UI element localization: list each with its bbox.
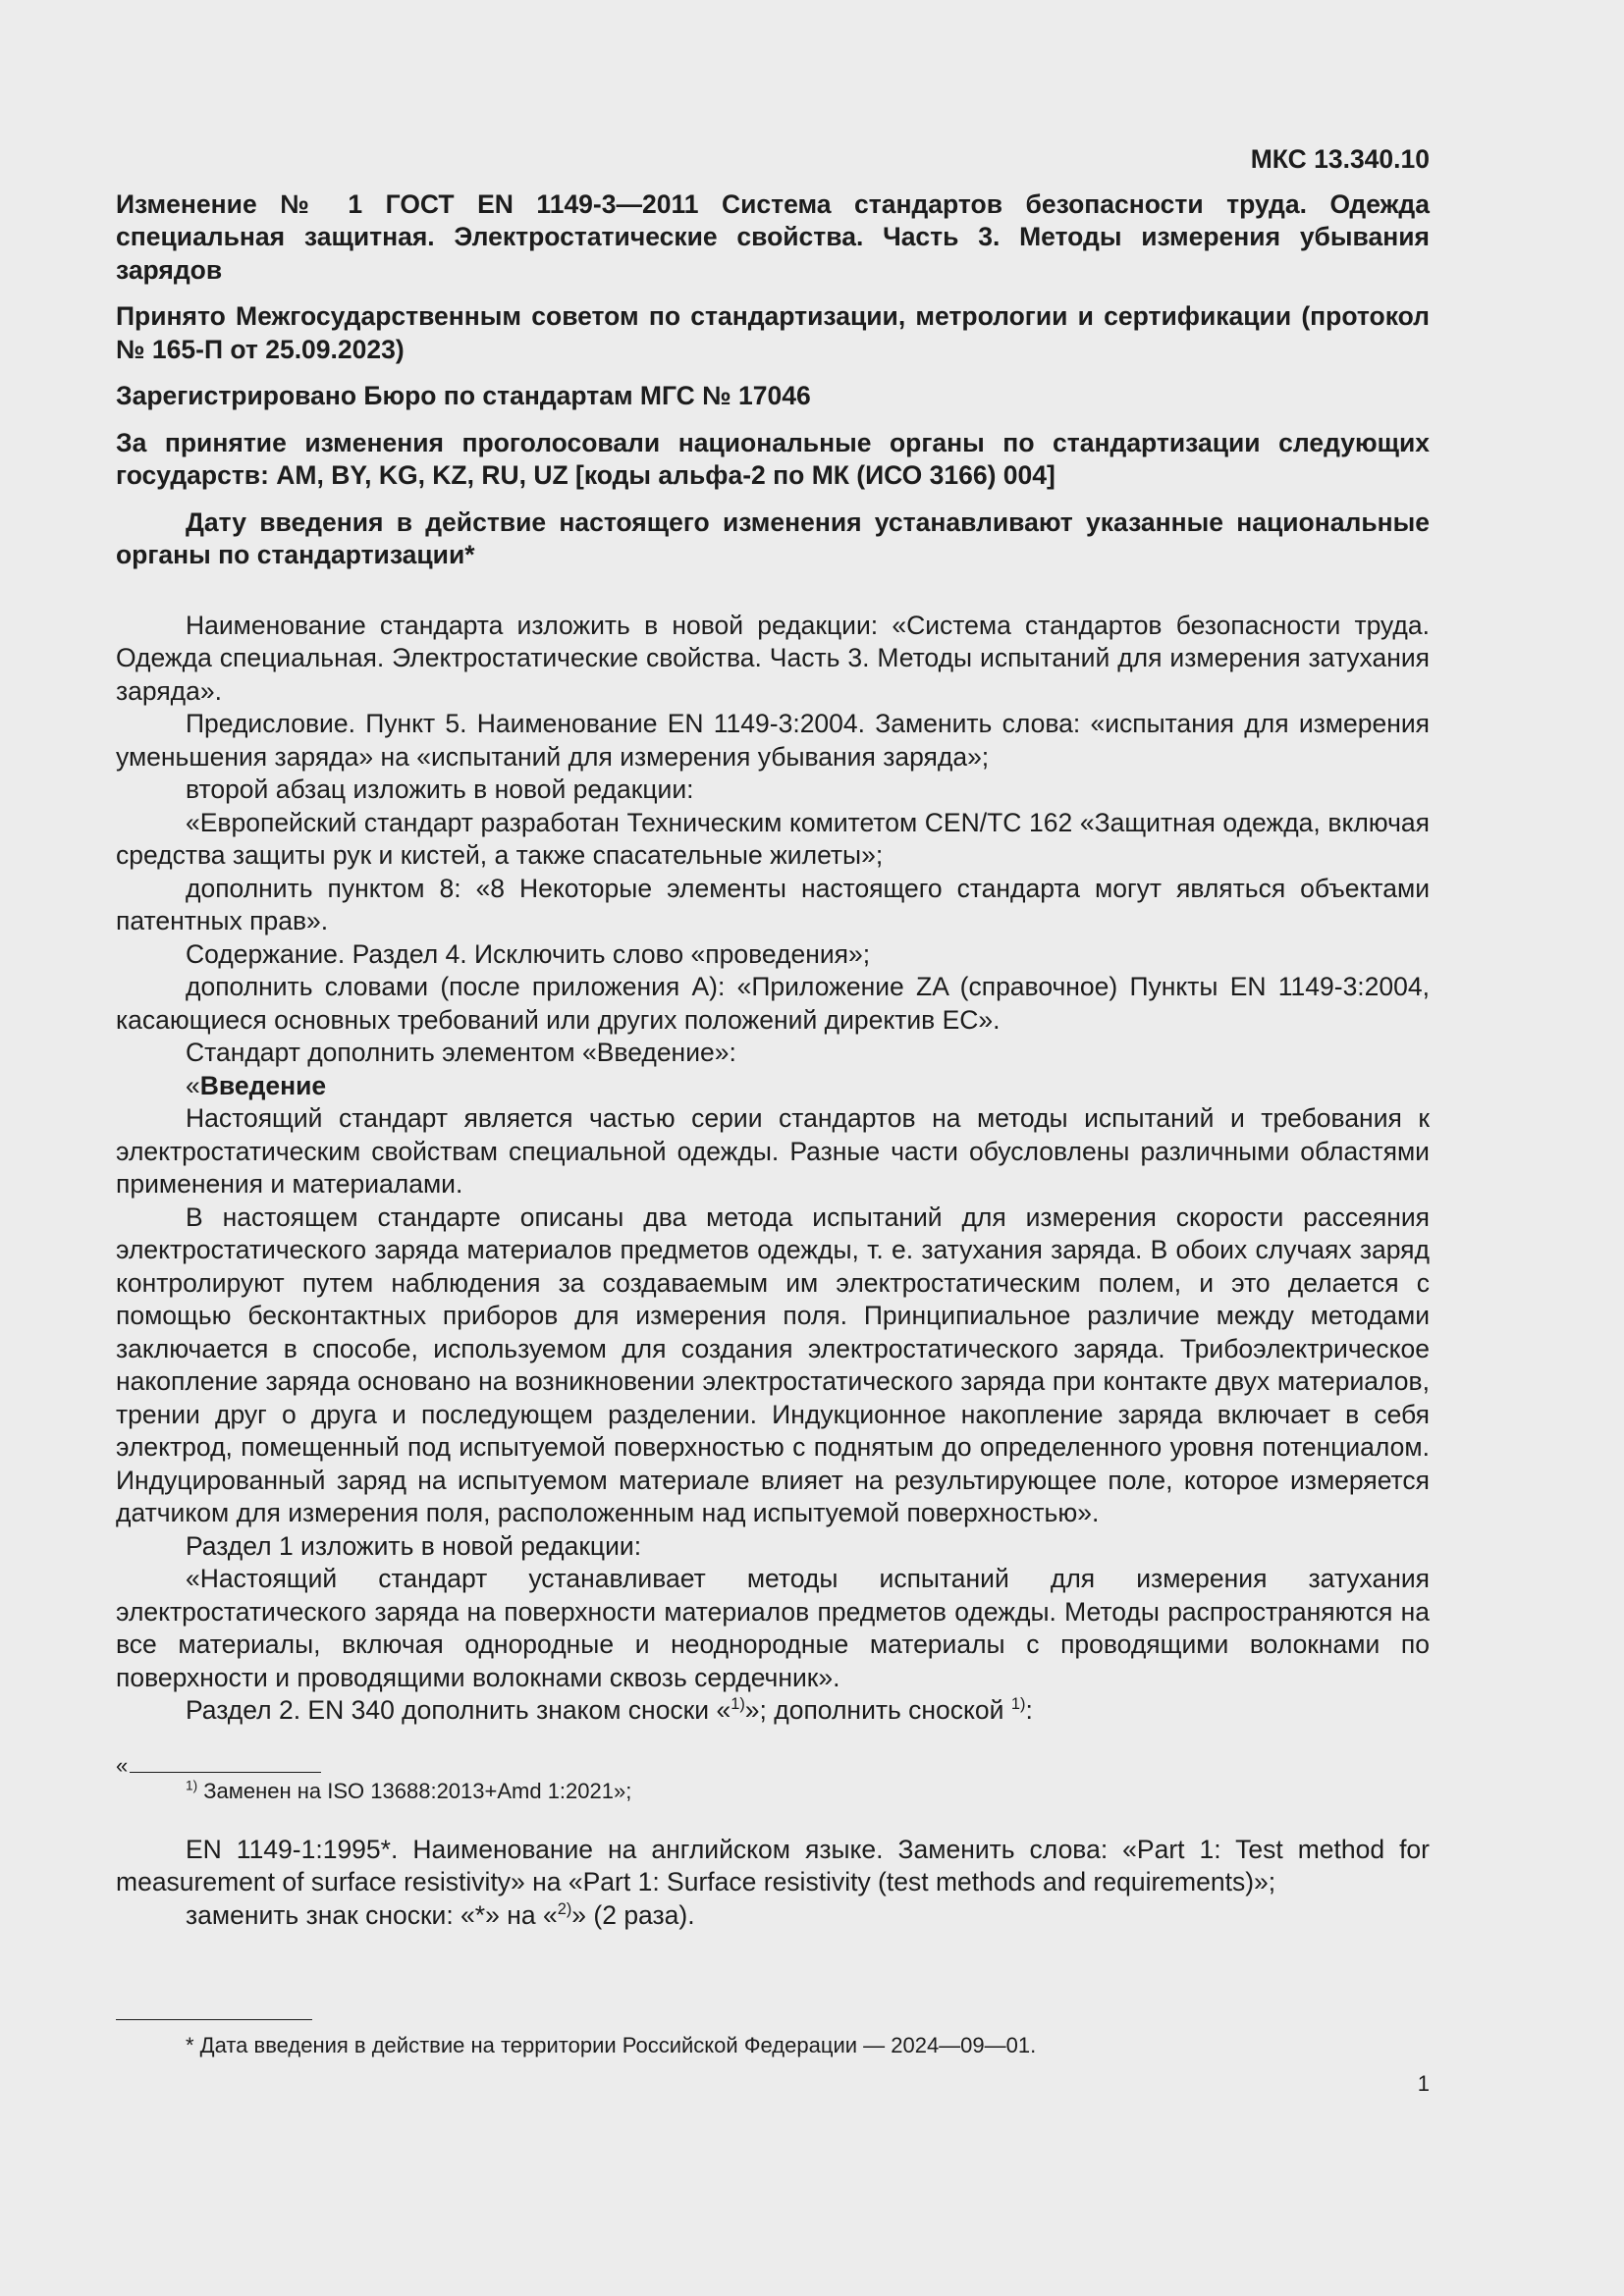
footnote-text: Заменен на ISO 13688:2013+Amd 1:2021»; xyxy=(197,1778,632,1803)
body-paragraph: Предисловие. Пункт 5. Наименование EN 1149-3:2004. Заменить слова: «испытания для измерения уменьшения заряда» на «испытаний для измерения убывания заряда»; xyxy=(116,709,1430,772)
text-span: »; дополнить сноской xyxy=(744,1695,1011,1725)
body-paragraph: Наименование стандарта изложить в новой редакции: «Система стандартов безопасности труда. Одежда специальная. Электростатические свойства. Часть 3. Методы испытаний для измерения затухания заряда». xyxy=(116,610,1430,706)
body-paragraph: второй абзац изложить в новой редакции: xyxy=(186,774,694,804)
effective-date-statement: Дату введения в действие настоящего изменения устанавливают указанные национальные органы по стандартизации* xyxy=(116,507,1430,569)
introduction-heading xyxy=(116,1070,1430,1103)
text-span: Раздел 2. EN 340 дополнить знаком сноски « xyxy=(186,1695,731,1725)
text-span: заменить знак сноски: «*» на « xyxy=(186,1899,558,1930)
footnote-marker: 1) xyxy=(731,1695,745,1714)
body-paragraph: Раздел 1 изложить в новой редакции: xyxy=(186,1530,642,1561)
page-number: 1 xyxy=(1417,2071,1430,2096)
body-paragraph: «Европейский стандарт разработан Техническим комитетом CEN/TC 162 «Защитная одежда, включая средства защиты рук и кистей, а также спасательные жилеты»; xyxy=(116,807,1430,870)
registered-statement: Зарегистрировано Бюро по стандартам МГС № 17046 xyxy=(116,381,811,410)
footnote-marker: 2) xyxy=(557,1899,572,1918)
section-gap xyxy=(116,586,1430,610)
inline-footnote xyxy=(116,1777,1430,1806)
text-span: : xyxy=(1025,1695,1033,1725)
document-content xyxy=(116,143,1430,1932)
body-paragraph: В настоящем стандарте описаны два метода испытаний для измерения скорости рассеяния электростатического заряда материалов предметов одежды, т. е. затухания заряда. В обоих случаях заряд контролируют путем наблюдения за создаваемым им электростатическим полем, и это делается с помощью бесконтактных приборов для измерения поля. Принципиальное различие между методами заключается в способе, используемом для создания электростатического заряда. Трибоэлектрическое накопление заряда основано на возникновении электростатического заряда при контакте двух материалов, трении друг о друга и последующем разделении. Индукционное накопление заряда включает в себя электрод, помещенный под испытуемой поверхностью с поднятым до определенного уровня потенциалом. Индуцированный заряд на испытуемом материале влияет на результирующее поле, которое измеряется датчиком для измерения поля, расположенным над испытуемой поверхностью». xyxy=(116,1201,1430,1527)
body-paragraph-footnote-ref xyxy=(116,1899,1430,1933)
body-paragraph: «Настоящий стандарт устанавливает методы испытаний для измерения затухания электростатического заряда на поверхности материалов предметов одежды. Методы распространяются на все материалы, включая однородные и неоднородные материалы с проводящими волокнами по поверхности и проводящими волокнами сквозь сердечник». xyxy=(116,1564,1430,1692)
body-paragraph: дополнить пунктом 8: «8 Некоторые элементы настоящего стандарта могут являться объектами патентных прав». xyxy=(116,873,1430,935)
body-paragraph: дополнить словами (после приложения А): «Приложение ZA (справочное) Пункты EN 1149-3:2004, касающиеся основных требований или других положений директив ЕС». xyxy=(116,972,1430,1035)
section-gap xyxy=(116,1806,1430,1834)
body-paragraph: Настоящий стандарт является частью серии стандартов на методы испытаний и требования к электростатическим свойствам специальной одежды. Разные части обусловлены различными областями применения и материалами. xyxy=(116,1103,1430,1199)
quote-mark: « xyxy=(116,1752,129,1778)
page-footnote-divider xyxy=(116,2019,312,2020)
footnote-marker: 1) xyxy=(1010,1695,1026,1714)
body-paragraph-footnote-ref xyxy=(116,1694,1430,1728)
quote-mark: « xyxy=(186,1070,200,1100)
adopted-statement: Принято Межгосударственным советом по стандартизации, метрологии и сертификации (протокол № 165-П от 25.09.2023) xyxy=(116,301,1430,364)
footnote-marker: 1) xyxy=(186,1778,198,1793)
voted-statement: За принятие изменения проголосовали национальные органы по стандартизации следующих государств: AM, BY, KG, KZ, RU, UZ [коды альфа-2 по МК (ИСО 3166) 004] xyxy=(116,427,1430,490)
inline-footnote-rule xyxy=(116,1753,1430,1777)
body-paragraph: Стандарт дополнить элементом «Введение»: xyxy=(186,1038,736,1067)
introduction-heading-text: Введение xyxy=(199,1070,327,1100)
mks-code: МКС 13.340.10 xyxy=(1250,144,1430,174)
footnote-divider xyxy=(130,1772,321,1773)
page-footnote: * Дата введения в действие на территории Российской Федерации — 2024—09—01. xyxy=(186,2033,1037,2057)
amendment-title: Изменение № 1 ГОСТ EN 1149-3—2011 Система стандартов безопасности труда. Одежда специальная защитная. Электростатические свойства. Часть 3. Методы измерения убывания зарядов xyxy=(116,188,1430,285)
body-paragraph: Содержание. Раздел 4. Исключить слово «проведения»; xyxy=(186,938,871,969)
body-paragraph: EN 1149-1:1995*. Наименование на английском языке. Заменить слова: «Part 1: Test method for measurement of surface resistivity» на «Part 1: Surface resistivity (test methods and requirements)»; xyxy=(116,1834,1430,1896)
text-span: » (2 раза). xyxy=(571,1899,695,1930)
